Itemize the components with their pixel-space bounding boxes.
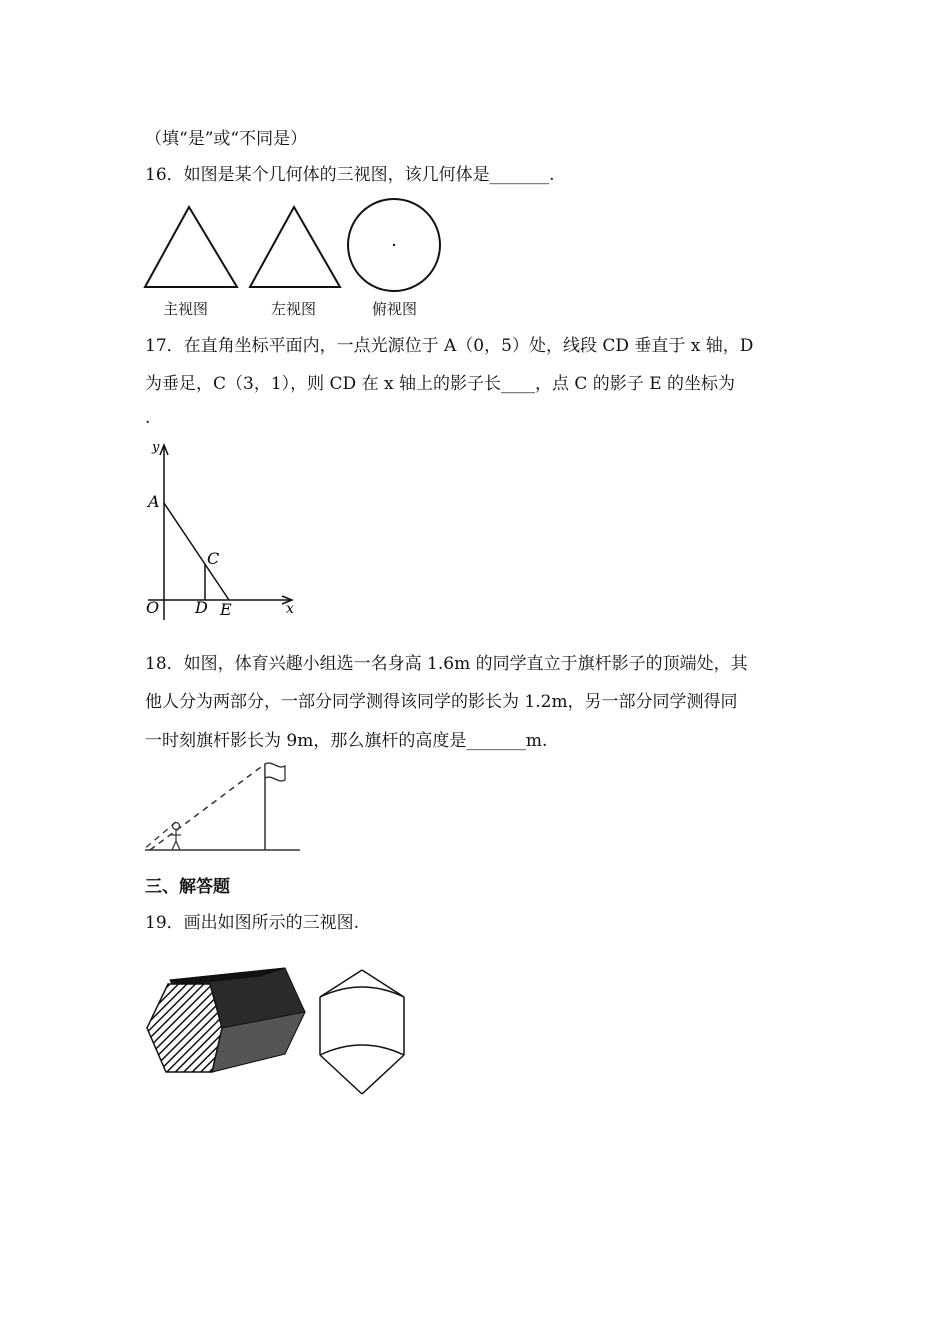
cylinder-cone-view — [320, 970, 404, 1094]
q18-text-line1: 18．如图，体育兴趣小组选一名身高 1.6m 的同学直立于旗杆影子的顶端处，其 — [145, 654, 748, 674]
label-E: E — [220, 600, 232, 619]
top-view-label: 俯视图 — [372, 300, 418, 318]
q17-text-line3: . — [145, 408, 151, 428]
left-view-triangle — [250, 207, 340, 287]
label-x: x — [286, 601, 294, 617]
sun-ray-dashed — [150, 764, 265, 850]
q17-text-line1: 17．在直角坐标平面内，一点光源位于 A（0，5）处，线段 CD 垂直于 x 轴，D — [145, 336, 754, 356]
student-figure — [171, 823, 181, 851]
q18-flagpole-figure — [140, 760, 305, 855]
section3-title: 三、解答题 — [145, 877, 230, 897]
flag — [265, 763, 285, 781]
light-ray-AE — [164, 503, 229, 600]
front-view-label: 主视图 — [163, 300, 209, 318]
q19-text: 19．画出如图所示的三视图. — [145, 913, 360, 933]
q17-coordinate-figure — [140, 435, 305, 625]
q18-text-line2: 他人分为两部分，一部分同学测得该同学的影长为 1.2m，另一部分同学测得同 — [145, 692, 738, 712]
label-y: y — [152, 440, 160, 455]
label-D: D — [195, 598, 208, 617]
top-view-center-point — [393, 244, 395, 246]
hatched-hexagon-face — [147, 984, 222, 1072]
q17-text-line2: 为垂足，C（3，1），则 CD 在 x 轴上的影子长____，点 C 的影子 E 的坐标为 — [145, 374, 736, 394]
q18-text-line3: 一时刻旗杆影长为 9m，那么旗杆的高度是_______m. — [145, 731, 548, 751]
label-C: C — [207, 549, 220, 568]
q16-text: 16．如图是某个几何体的三视图，该几何体是_______. — [145, 165, 555, 185]
hexagonal-prism — [147, 968, 305, 1072]
left-view-label: 左视图 — [271, 300, 317, 318]
student-shadow-ray — [143, 822, 176, 850]
q19-solid-figure — [140, 962, 420, 1102]
front-view-triangle — [145, 207, 237, 287]
q15-tail-text: （填“是”或“不同是） — [145, 129, 308, 149]
label-O: O — [146, 598, 160, 617]
label-A: A — [148, 492, 160, 511]
